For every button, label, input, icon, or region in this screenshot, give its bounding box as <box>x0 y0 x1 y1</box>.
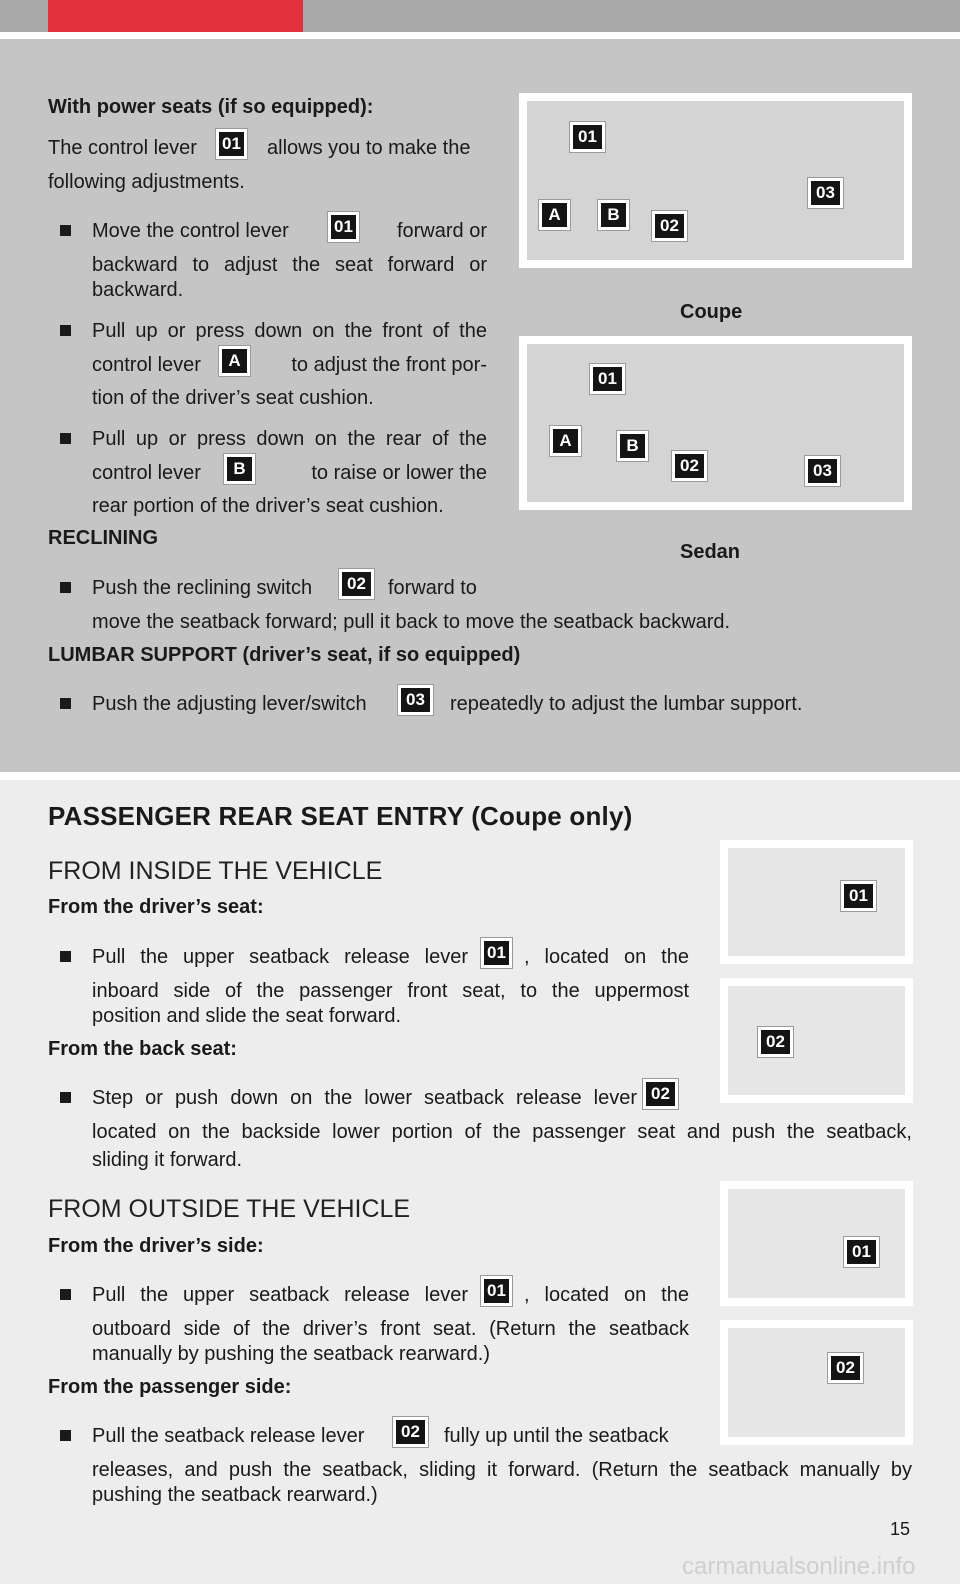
bullet-text: , located on the <box>524 946 689 968</box>
callout-a: A <box>219 346 250 376</box>
bullet-text: rear portion of the driver’s seat cushion. <box>92 495 444 517</box>
callout-01: 01 <box>844 1237 879 1267</box>
bullet-text: fully up until the seatback <box>444 1425 669 1447</box>
intro-text: The control lever <box>48 137 197 159</box>
bullet-lower-release: Step or push down on the lower seatback release lever <box>92 1087 637 1109</box>
bullet-seatback-release: Pull the seatback release lever <box>92 1425 365 1447</box>
bullet-text: sliding it forward. <box>92 1149 243 1171</box>
bullet-reclining-switch: Push the reclining switch <box>92 577 313 599</box>
inside-upper-lever-photo <box>720 840 913 964</box>
callout-01: 01 <box>216 129 247 159</box>
red-accent-tab <box>48 0 303 32</box>
bullet-text: outboard side of the driver’s front seat. (Return the seatback <box>92 1318 689 1340</box>
bullet-front-cushion: Pull up or press down on the front of the <box>92 320 487 342</box>
callout-a: A <box>550 426 581 456</box>
bullet-text: to adjust the front por- <box>291 354 487 376</box>
page-number: 15 <box>890 1519 911 1539</box>
bullet-text: backward to adjust the seat forward or <box>92 254 487 276</box>
bullet-rear-cushion: Pull up or press down on the rear of the <box>92 428 487 450</box>
drivers-side-heading: From the driver’s side: <box>48 1235 264 1257</box>
callout-02: 02 <box>672 451 707 481</box>
callout-02: 02 <box>652 211 687 241</box>
callout-03: 03 <box>805 456 840 486</box>
inside-lower-lever-photo <box>720 978 913 1103</box>
callout-b: B <box>224 454 255 484</box>
callout-01: 01 <box>481 938 512 968</box>
bullet-text: pushing the seatback rearward.) <box>92 1484 378 1506</box>
bullet-text: tion of the driver’s seat cushion. <box>92 387 374 409</box>
lumbar-heading: LUMBAR SUPPORT (driver’s seat, if so equipped) <box>48 644 521 666</box>
bullet-move-lever: Move the control lever <box>92 220 289 242</box>
bullet-text: manually by pushing the seatback rearward.) <box>92 1343 490 1365</box>
callout-01: 01 <box>841 881 876 911</box>
photo-area <box>728 848 905 956</box>
sedan-caption: Sedan <box>680 541 741 563</box>
bullet-upper-release-inside: Pull the upper seatback release lever <box>92 946 468 968</box>
power-seats-heading: With power seats (if so equipped): <box>48 96 374 118</box>
callout-a: A <box>539 200 570 230</box>
section-divider <box>0 772 960 780</box>
callout-01: 01 <box>590 364 625 394</box>
passenger-side-heading: From the passenger side: <box>48 1376 292 1398</box>
intro-text: following adjustments. <box>48 171 245 193</box>
bullet-text: forward or <box>396 220 487 242</box>
top-divider <box>0 32 960 39</box>
callout-02: 02 <box>828 1353 863 1383</box>
top-bar <box>0 0 960 32</box>
intro-text: allows you to make the <box>267 137 471 159</box>
outside-upper-lever-photo <box>720 1181 913 1306</box>
photo-area <box>728 986 905 1095</box>
callout-b: B <box>617 431 648 461</box>
coupe-seat-diagram <box>519 93 912 268</box>
bullet-text: inboard side of the passenger front seat, to the uppermost <box>92 980 689 1002</box>
passenger-rear-entry-title: PASSENGER REAR SEAT ENTRY (Coupe only) <box>48 801 633 831</box>
callout-02: 02 <box>643 1079 678 1109</box>
callout-02: 02 <box>393 1417 428 1447</box>
reclining-heading: RECLINING <box>48 527 158 549</box>
watermark-text: carmanualsonline.info <box>682 1553 916 1580</box>
callout-03: 03 <box>808 178 843 208</box>
callout-02: 02 <box>758 1027 793 1057</box>
bullet-text: position and slide the seat forward. <box>92 1005 402 1027</box>
callout-01: 01 <box>481 1276 512 1306</box>
callout-03: 03 <box>398 685 433 715</box>
callout-01: 01 <box>570 122 605 152</box>
bullet-text: backward. <box>92 279 184 301</box>
coupe-caption: Coupe <box>680 301 743 323</box>
bullet-text: to raise or lower the <box>311 462 487 484</box>
outside-release-lever-photo <box>720 1320 913 1445</box>
bullet-text: control lever <box>92 354 201 376</box>
callout-b: B <box>598 200 629 230</box>
bullet-text: , located on the <box>524 1284 689 1306</box>
bullet-text: releases, and push the seatback, sliding it forward. (Return the seatback manually by <box>92 1459 912 1481</box>
bullet-text: move the seatback forward; pull it back to move the seatback backward. <box>92 611 731 633</box>
outside-vehicle-heading: FROM OUTSIDE THE VEHICLE <box>48 1195 411 1223</box>
diagram-image-area <box>527 344 904 502</box>
sedan-seat-diagram <box>519 336 912 510</box>
callout-01: 01 <box>328 212 359 242</box>
back-seat-heading: From the back seat: <box>48 1038 237 1060</box>
bullet-text: located on the backside lower portion of the passenger seat and push the seatback, <box>92 1121 912 1143</box>
bullet-text: forward to <box>388 577 477 599</box>
inside-vehicle-heading: FROM INSIDE THE VEHICLE <box>48 857 383 885</box>
bullet-text: repeatedly to adjust the lumbar support. <box>450 693 803 715</box>
bullet-lumbar: Push the adjusting lever/switch <box>92 693 367 715</box>
drivers-seat-heading: From the driver’s seat: <box>48 896 264 918</box>
bullet-upper-release-outside: Pull the upper seatback release lever <box>92 1284 468 1306</box>
bullet-text: control lever <box>92 462 201 484</box>
callout-02: 02 <box>339 569 374 599</box>
photo-area <box>728 1328 905 1437</box>
